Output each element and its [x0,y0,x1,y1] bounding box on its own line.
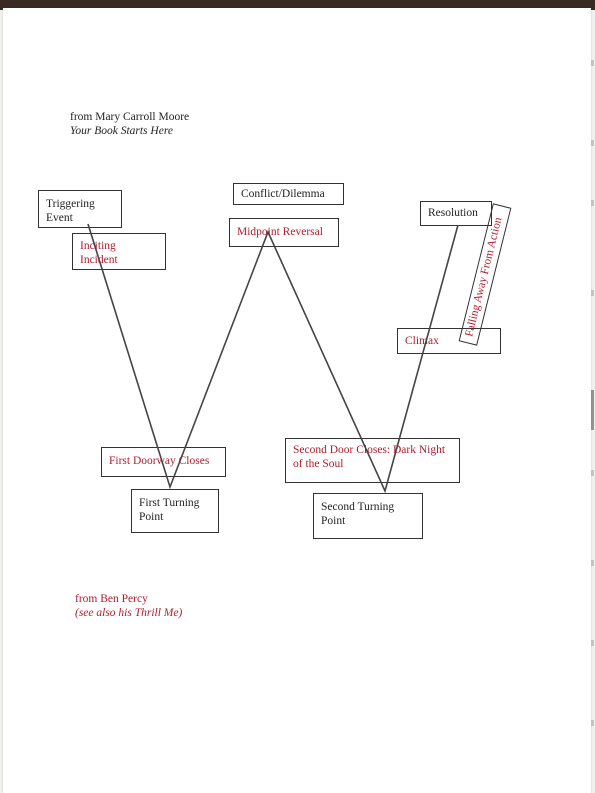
second-turning-point-label: Second Turning Point [321,501,395,527]
source1-book-title: Your Book Starts Here [70,125,173,137]
first-turning-point-label: First Turning Point [139,497,200,523]
first-doorway-closes-box [101,447,226,477]
conflict-dilemma-box [233,183,344,205]
source2-note: (see also his Thrill Me) [75,607,183,619]
midpoint-reversal-box [229,218,339,247]
resolution-label: Resolution [428,207,478,219]
source1-author: from Mary Carroll Moore [70,111,190,123]
second-door-closes-label: Second Door Closes: Dark Night of the Soul [293,444,446,470]
climax-box [397,328,501,354]
first-doorway-closes-label: First Doorway Closes [109,455,210,467]
falling-away-label: Falling Away From Action [463,216,505,338]
second-turning-point-box [313,493,423,539]
triggering-event-box [38,190,122,228]
inciting-incident-box [72,233,166,270]
midpoint-reversal-label: Midpoint Reversal [237,226,323,238]
inciting-incident-label: Inciting Incident [80,240,118,266]
triggering-event-label: Triggering Event [46,198,95,224]
first-turning-point-box [131,489,219,533]
climax-label: Climax [405,335,439,347]
paper-edge [589,0,595,793]
second-door-closes-box [285,438,460,483]
source2-author: from Ben Percy [75,593,148,605]
resolution-box [420,201,492,226]
conflict-dilemma-label: Conflict/Dilemma [241,188,325,200]
